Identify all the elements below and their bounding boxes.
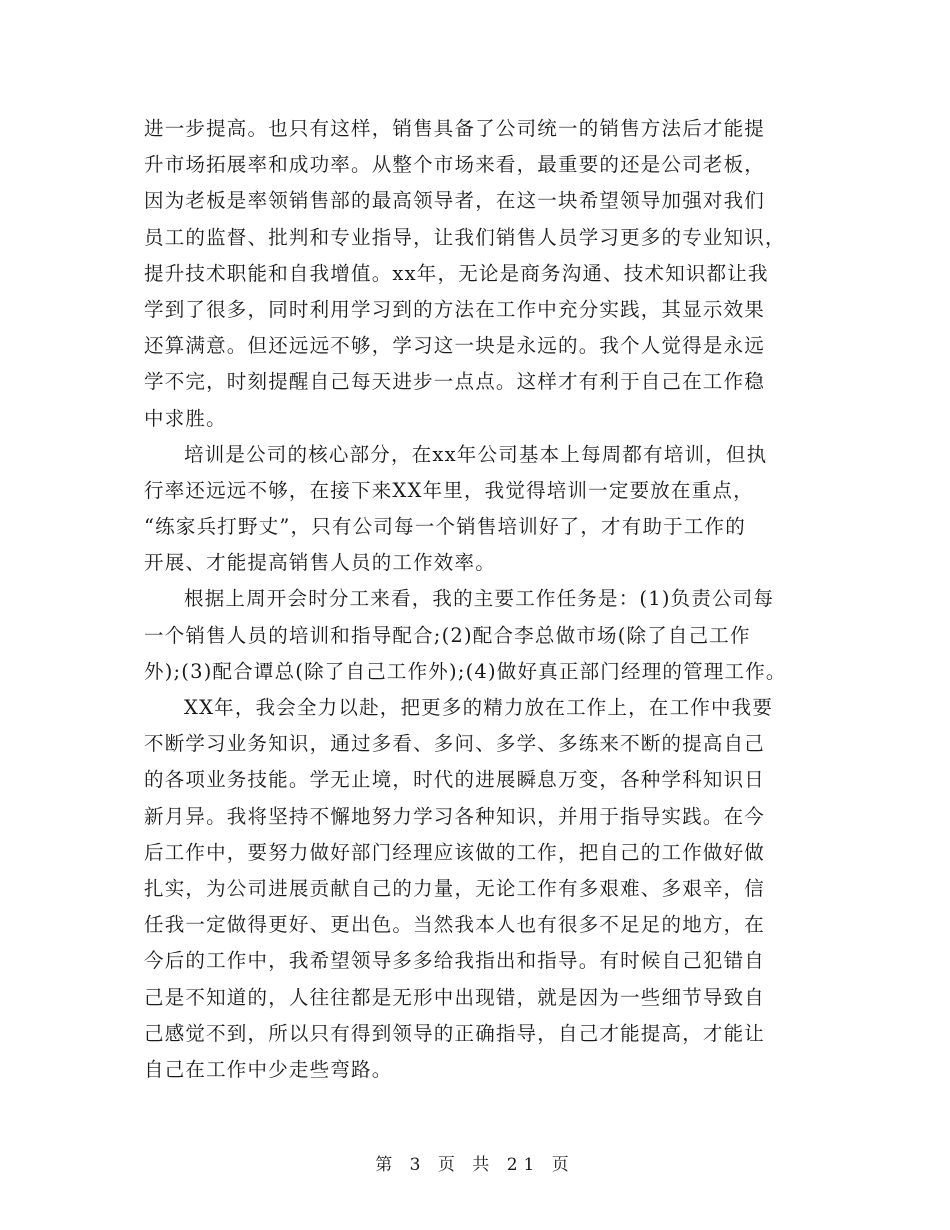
text-line: 一个销售人员的培训和指导配合;(2)配合李总做市场(除了自己工作: [144, 623, 751, 647]
text-line: “练家兵打野丈”，只有公司每一个销售培训好了，才有助于工作的: [144, 515, 746, 539]
paragraph-start-line: 培训是公司的核心部分，在xx年公司基本上每周都有培训，但执: [184, 442, 768, 466]
text-line: 不断学习业务知识，通过多看、多问、多学、多练来不断的提高自己: [144, 732, 766, 756]
text-line: 中求胜。: [144, 406, 227, 430]
paragraph-start-line: XX年，我会全力以赴，把更多的精力放在工作上，在工作中我要: [184, 696, 774, 719]
paragraph-start-line: 根据上周开会时分工来看，我的主要工作任务是：(1)负责公司每: [184, 587, 775, 611]
text-line: 任我一定做得更好、更出色。当然我本人也有很多不足足的地方，在: [144, 913, 766, 937]
text-line: 提升技术职能和自我增值。xx年，无论是商务沟通、技术知识都让我: [144, 261, 769, 285]
text-line: 员工的监督、批判和专业指导，让我们销售人员学习更多的专业知识，: [144, 225, 786, 249]
text-line: 行率还远远不够，在接下来XX年里，我觉得培训一定要放在重点，: [144, 478, 754, 502]
text-line: 学到了很多，同时利用学习到的方法在工作中充分实践，其显示效果: [144, 297, 766, 321]
text-line: 自己在工作中少走些弯路。: [144, 1057, 393, 1081]
text-line: 己是不知道的，人往往都是无形中出现错，就是因为一些细节导致自: [144, 985, 766, 1009]
text-line: 因为老板是率领销售部的最高领导者，在这一块希望领导加强对我们: [144, 189, 766, 213]
page-number-footer: 第 3 页 共 21 页: [375, 1155, 575, 1175]
text-line: 今后的工作中，我希望领导多多给我指出和指导。有时候自己犯错自: [144, 949, 766, 973]
body-text: [144, 111, 824, 1088]
text-line: 扎实，为公司进展贡献自己的力量，无论工作有多艰难、多艰辛，信: [144, 876, 766, 900]
text-line: 还算满意。但还远远不够，学习这一块是永远的。我个人觉得是永远: [144, 334, 766, 358]
text-line: 外);(3)配合谭总(除了自己工作外);(4)做好真正部门经理的管理工作。: [144, 659, 787, 683]
text-line: 的各项业务技能。学无止境，时代的进展瞬息万变，各种学科知识日: [144, 768, 766, 792]
text-line: 升市场拓展率和成功率。从整个市场来看，最重要的还是公司老板，: [144, 153, 766, 177]
text-line: 己感觉不到，所以只有得到领导的正确指导，自己才能提高，才能让: [144, 1021, 766, 1045]
text-line: 后工作中，要努力做好部门经理应该做的工作，把自己的工作做好做: [144, 840, 766, 864]
text-line: 新月异。我将坚持不懈地努力学习各种知识，并用于指导实践。在今: [144, 804, 766, 828]
text-line: 开展、才能提高销售人员的工作效率。: [144, 551, 496, 575]
text-line: 学不完，时刻提醒自己每天进步一点点。这样才有利于自己在工作稳: [144, 370, 766, 394]
text-line: 进一步提高。也只有这样，销售具备了公司统一的销售方法后才能提: [144, 117, 766, 140]
